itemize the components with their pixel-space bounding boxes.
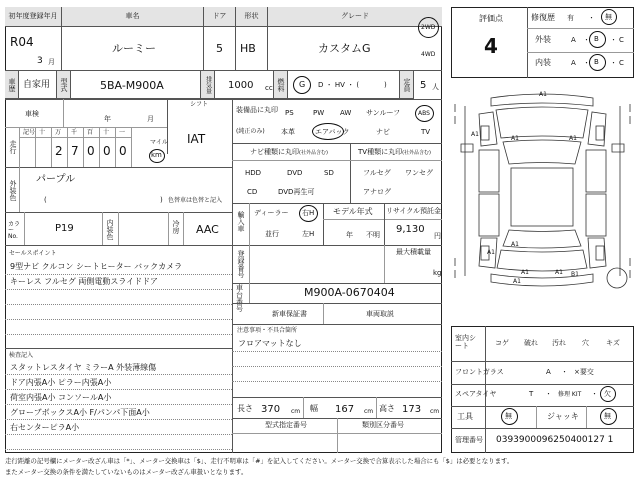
cooling-value: AAC <box>196 223 219 236</box>
type-no-label: 型式指定番号 <box>265 421 307 429</box>
mark-hood-left: A1 <box>511 135 519 142</box>
chassis-divider <box>249 283 250 303</box>
shape-value: HB <box>240 42 256 55</box>
first-reg-month: 3 <box>37 56 43 66</box>
inspector-rule <box>5 389 232 390</box>
left-front-door <box>479 150 499 192</box>
import-divider <box>249 203 250 245</box>
inspection-bottom <box>5 127 167 128</box>
equipment-subtitle: (純正のみ) <box>236 128 265 135</box>
windshield-a: A <box>546 368 551 376</box>
tools-label: 工具 <box>457 412 473 421</box>
ext-label: 外装 <box>535 35 551 44</box>
inspection-year: 年 <box>104 115 111 123</box>
model-year-year: 年 <box>346 231 353 239</box>
jack-value: 無 <box>604 412 611 420</box>
tv-fullseg: フルセグ <box>363 169 391 177</box>
mark-left-rear-door: A1 <box>487 249 495 256</box>
score-value: 4 <box>484 34 498 58</box>
equip-airbag: エアバック <box>315 128 350 136</box>
mileage-label-divider <box>19 127 20 167</box>
sales-line-3 <box>5 304 232 305</box>
length-label: 長さ <box>237 404 253 413</box>
mileage-digit: 0 <box>119 144 127 158</box>
max-load-divider <box>384 245 385 283</box>
inspection-label: 車検 <box>25 110 39 118</box>
inspector-text: 右センターピラA小 <box>10 423 80 432</box>
sales-line-2 <box>5 289 232 290</box>
fuel-close: ) <box>384 81 387 89</box>
sales-bottom <box>5 348 232 349</box>
equip-aw: AW <box>340 109 352 117</box>
rating-divider <box>527 7 528 78</box>
sales-text-2: キーレス フルセグ 両側電動スライドドア <box>10 277 158 286</box>
spare-label: スペアタイヤ <box>455 390 497 398</box>
mileage-col-divider <box>131 127 132 167</box>
navi-bottom <box>232 203 442 204</box>
hood <box>496 107 588 138</box>
inspection-month: 月 <box>147 115 154 123</box>
displacement-unit: cc <box>265 84 273 92</box>
inspector-rule <box>5 449 232 450</box>
mark-rear-bumper: A1 <box>513 278 521 285</box>
model-year-label: モデル年式 <box>333 207 373 216</box>
color-no-bottom <box>5 245 232 246</box>
seat-label: 室内シート <box>455 334 476 351</box>
ext-sep1: ・ <box>583 36 590 44</box>
tools-bottom <box>451 428 634 429</box>
exterior-note-close: ) <box>160 196 163 204</box>
equip-navi: ナビ <box>376 128 390 136</box>
fuel-header: 燃料 <box>274 71 288 99</box>
reg-no-label: 登録番号 <box>237 250 245 278</box>
mileage-label: 走行 <box>9 140 17 154</box>
left-rear-door <box>479 194 499 236</box>
equip-sunroof: サンルーフ <box>366 109 401 117</box>
right-front-fender <box>588 112 606 146</box>
model-year-divider <box>323 203 324 245</box>
class-no-label: 類別区分番号 <box>362 421 404 429</box>
footer-line-2: またメーター交換の条件を満たしていないものはメーター改ざん車扱いとなります。 <box>5 468 248 476</box>
mileage-col-divider <box>35 127 36 167</box>
import-dealer: ディーラー <box>254 209 289 217</box>
inspector-rule <box>5 434 232 435</box>
name-header: 車名 <box>62 7 204 27</box>
recycle-divider <box>384 203 385 245</box>
inspector-rule <box>5 419 232 420</box>
spare-sep2: ・ <box>591 390 598 398</box>
spare-bottom <box>451 406 634 407</box>
inspector-text: グローブボックスA小 F/パンパ下面A小 <box>10 408 150 417</box>
equip-ps: PS <box>285 109 294 117</box>
sales-line-4 <box>5 319 232 320</box>
windshield-bottom <box>451 384 634 385</box>
exterior-label-divider <box>19 167 20 212</box>
windshield-replace: ×要交 <box>574 368 594 376</box>
int-c: C <box>619 59 624 67</box>
right-rear-wheel <box>596 246 604 260</box>
height-value: 173 <box>402 404 422 415</box>
right-rear-door <box>586 194 606 236</box>
windshield <box>503 140 581 164</box>
color-no-value: P19 <box>55 223 74 234</box>
fuel-rest: D ・ HV ・ ( <box>318 81 360 89</box>
reg-no-bottom <box>232 283 442 284</box>
capacity-unit: 人 <box>432 83 439 91</box>
inspector-label: 検査記入 <box>9 352 34 359</box>
exterior-note: 色替車は色替と記入 <box>168 197 223 204</box>
mileage-col-divider <box>67 127 68 167</box>
repair-bottom <box>527 28 634 29</box>
displacement-value: 1000 <box>228 80 254 91</box>
right-front-wheel <box>596 126 604 140</box>
mileage-unit: 千 <box>71 129 78 136</box>
spare-kit: 修理 KIT <box>558 391 582 398</box>
mileage-unit-bottom <box>19 137 131 138</box>
spare-sep1: ・ <box>545 390 552 398</box>
int-sep2: ・ <box>610 59 617 67</box>
shift-value: IAT <box>187 132 206 146</box>
notes-line-2 <box>232 366 442 367</box>
repair-no: 無 <box>605 13 612 21</box>
type-no-divider <box>337 418 338 453</box>
sales-label: セールスポイント <box>9 250 57 257</box>
score-label: 評価点 <box>479 14 503 23</box>
cooling-divider <box>168 212 169 245</box>
mileage-unit: 十 <box>39 129 46 136</box>
jack-divider <box>586 406 587 428</box>
ext-bottom <box>527 52 634 53</box>
recycle-value: 9,130 <box>396 224 425 235</box>
mark-rear-bumper-b: B1 <box>571 271 579 278</box>
car-diagram <box>451 86 634 318</box>
warranty-divider <box>323 303 324 324</box>
tv-analog: アナログ <box>363 188 391 196</box>
import-left: 左H <box>302 230 315 238</box>
first-reg-header: 初年度登録年月 <box>5 7 62 27</box>
right-front-door <box>586 150 606 192</box>
notes-line-1 <box>232 351 442 352</box>
notes-label: 注意事項・不具合箇所 <box>237 327 298 334</box>
sales-line-5 <box>5 334 232 335</box>
notes-line-3 <box>232 381 442 382</box>
mileage-col-divider <box>83 127 84 167</box>
left-front-wheel <box>481 126 489 140</box>
manage-value: 0393900096250400127 1 <box>496 435 614 445</box>
mileage-digit: 0 <box>87 144 95 158</box>
equip-bottom <box>232 143 442 144</box>
jack-label: ジャッキ <box>547 412 579 421</box>
width-unit: cm <box>364 408 374 415</box>
repair-yes: 有 <box>567 14 574 22</box>
height-label: 高さ <box>379 404 395 413</box>
navi-title-bottom <box>232 160 442 161</box>
recycle-label: リサイクル預託金 <box>386 207 442 215</box>
reg-no-divider <box>249 245 250 283</box>
grade-value: カスタムG <box>318 42 371 55</box>
fuel-g: G <box>299 80 306 89</box>
model-header: 型式 <box>57 71 71 99</box>
mileage-unit: 万 <box>55 129 62 136</box>
equip-leather: 本革 <box>281 128 295 136</box>
max-load-unit: kg <box>433 269 442 277</box>
warranty-bottom <box>232 324 442 325</box>
chassis-label: 車台番号 <box>236 284 243 313</box>
mileage-digit: 7 <box>71 144 79 158</box>
exterior-note-open: ( <box>44 196 47 204</box>
inspector-text: スタットレスタイヤ ミラーA 外装薄線傷 <box>10 363 157 372</box>
repair-sep: ・ <box>588 14 595 22</box>
warranty-manual: 車両取説 <box>366 310 394 318</box>
grade-header: グレード <box>268 7 442 27</box>
tv-title: TV種類に丸印(社外品含む) <box>358 148 431 156</box>
equip-pw: PW <box>313 109 325 117</box>
shape-header: 形状 <box>236 7 268 27</box>
right-mirror <box>612 144 624 152</box>
seat-burn: コゲ <box>495 339 509 347</box>
seat-tear: 破れ <box>524 339 538 347</box>
interior-label: 内装色 <box>106 219 114 240</box>
equip-tv: TV <box>421 128 431 136</box>
dim-div-2 <box>376 397 377 418</box>
height-unit: cm <box>430 408 440 415</box>
spare-tire-diagram <box>607 268 627 288</box>
capacity-header: 定員 <box>400 71 414 99</box>
exterior-value: パープル <box>36 174 76 185</box>
drive-4wd: 4WD <box>421 51 436 58</box>
km-label: km <box>151 151 162 159</box>
seat-hole: 穴 <box>582 339 589 347</box>
mileage-unit: 記号 <box>23 129 36 136</box>
navi-tv-divider <box>350 143 351 203</box>
type-no-bottom <box>232 433 442 434</box>
left-mirror <box>461 144 473 152</box>
model-year-label-bottom <box>323 219 442 220</box>
mileage-col-divider <box>115 127 116 167</box>
mark-left-front: A1 <box>471 131 479 138</box>
equipment-title: 装備品に丸印 <box>236 106 278 114</box>
seat-stain: 汚れ <box>552 339 566 347</box>
notes-text-1: フロアマットなし <box>238 339 302 348</box>
navi-sd: SD <box>324 169 334 177</box>
int-a: A <box>571 59 576 67</box>
spare-missing: 欠 <box>604 390 611 398</box>
exterior-label: 外装色 <box>9 180 17 201</box>
inspector-text: 荷室内張A小 コンソールA小 <box>10 393 112 402</box>
tv-oneseg: ワンセグ <box>405 169 433 177</box>
mark-hood-right: A1 <box>569 135 577 142</box>
inspector-rule <box>5 404 232 405</box>
int-b: B <box>594 58 599 66</box>
navi-cd: CD <box>247 188 258 196</box>
use-header: 車歴 <box>5 71 19 99</box>
sales-text-1: 9型ナビ クルコン シートヒーター バックカメラ <box>10 262 183 271</box>
mileage-digit: 2 <box>55 144 63 158</box>
ext-b: B <box>594 35 599 43</box>
mark-front-bumper: A1 <box>539 91 547 98</box>
repair-label: 修復歴 <box>531 13 555 22</box>
sales-line-1 <box>5 274 232 275</box>
cooling-label: 冷房 <box>172 220 180 234</box>
interior-value-divider <box>118 212 119 245</box>
import-bottom <box>232 245 442 246</box>
left-section-divider <box>232 99 233 453</box>
spare-t: T <box>529 390 534 398</box>
import-label: 輸入車 <box>237 211 245 232</box>
inspection-divider <box>63 99 64 127</box>
tools-divider <box>536 406 537 428</box>
notes-bottom <box>232 397 442 398</box>
navi-dvd: DVD <box>287 169 303 177</box>
chassis-bottom <box>232 303 442 304</box>
model-value: 5BA-M900A <box>100 79 164 92</box>
seat-bottom <box>451 361 634 362</box>
row2-bottom <box>5 99 442 100</box>
first-reg-month-unit: 月 <box>48 58 55 66</box>
mileage-unit: 十 <box>103 129 110 136</box>
ext-c: C <box>619 36 624 44</box>
equip-abs: ABS <box>418 110 430 117</box>
interior-divider <box>102 212 103 245</box>
mark-rear-left: A1 <box>511 241 519 248</box>
chassis-value: M900A-0670404 <box>304 286 395 299</box>
seat-scratch: キズ <box>606 339 620 347</box>
mileage-col-divider <box>99 127 100 167</box>
capacity-value: 5 <box>420 80 427 91</box>
width-value: 167 <box>335 404 355 415</box>
mark-tailgate-left: A1 <box>521 269 529 276</box>
mileage-unit: 一 <box>119 129 126 136</box>
mile-label: マイル <box>150 139 168 146</box>
max-load-label: 最大積載量 <box>396 248 431 256</box>
door-header: ドア <box>204 7 236 27</box>
navi-title: ナビ種類に丸印(社外品含む) <box>250 148 328 156</box>
model-year-unknown: 不明 <box>366 231 380 239</box>
import-right: 右H <box>302 209 315 217</box>
navi-dvd-play: DVD再生可 <box>278 188 315 196</box>
color-no-divider <box>24 212 25 245</box>
first-reg-era: R04 <box>10 35 34 49</box>
mileage-unit: 百 <box>87 129 94 136</box>
color-no-label: カラーNo. <box>8 221 21 240</box>
mileage-col-divider <box>51 127 52 167</box>
int-sep1: ・ <box>583 59 590 67</box>
manage-label: 管理番号 <box>455 436 483 444</box>
tools-value: 無 <box>505 412 512 420</box>
navi-hdd: HDD <box>245 169 262 177</box>
inspector-text: ドア内張A小 ピラー内張A小 <box>10 378 112 387</box>
windshield-label: フロントガラス <box>455 368 504 376</box>
drive-2wd: 2WD <box>421 24 436 31</box>
mark-tailgate-right: A1 <box>555 269 563 276</box>
recycle-unit: 円 <box>434 232 441 240</box>
use-value: 自家用 <box>23 80 51 90</box>
cooling-value-divider <box>183 212 184 245</box>
warranty-new-car: 新車保証書 <box>272 310 307 318</box>
roof <box>511 168 573 226</box>
door-value: 5 <box>216 42 223 55</box>
dim-div-1 <box>303 397 304 418</box>
windshield-sep: ・ <box>561 368 568 376</box>
import-parallel: 並行 <box>265 230 279 238</box>
shift-label: シフト <box>190 101 209 108</box>
length-unit: cm <box>291 408 301 415</box>
int-label: 内装 <box>535 58 551 67</box>
ext-a: A <box>571 36 576 44</box>
right-rear-fender <box>588 238 606 268</box>
mileage-digit: 0 <box>103 144 111 158</box>
inspector-rule <box>5 374 232 375</box>
mileage-bottom <box>5 167 232 168</box>
left-front-fender <box>479 112 497 146</box>
tailgate <box>497 250 587 271</box>
width-label: 幅 <box>310 404 318 413</box>
displacement-header: 排気量 <box>201 71 215 99</box>
car-name: ルーミー <box>112 42 156 55</box>
length-value: 370 <box>261 404 281 415</box>
ext-sep2: ・ <box>610 36 617 44</box>
footer-line-1: 走行距離の記号欄にメーター改ざん車は「*」、メーター交換車は「$」、走行不明車は「#」を記入してください。メーター交換で合算表示した場合にも「$」は必要となります。 <box>5 457 514 465</box>
